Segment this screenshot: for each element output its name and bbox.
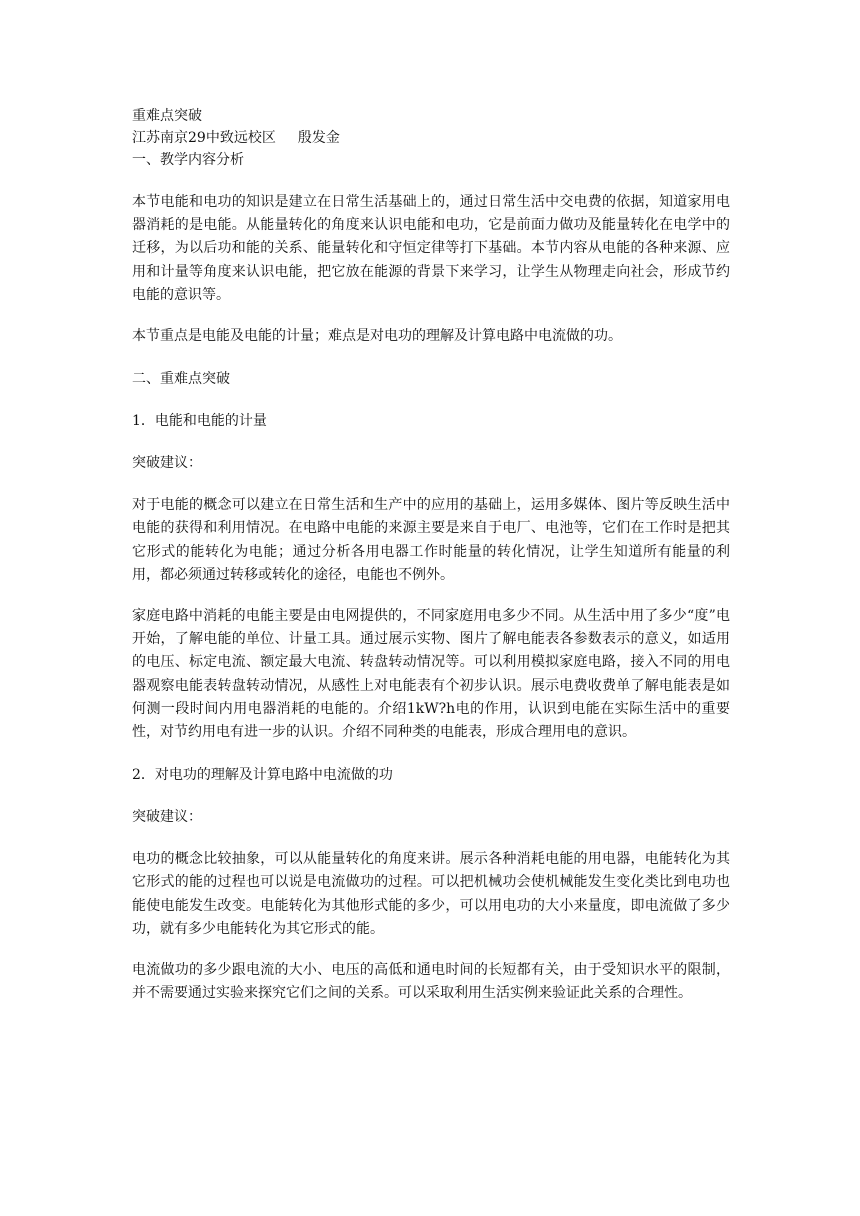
paragraph-content-analysis: 本节电能和电功的知识是建立在日常生活基础上的，通过日常生活中交电费的依据，知道家用电器消耗的是电能。从能量转化的角度来认识电能和电功，它是前面力做功及能量转化在电学中的迁移，为以后功和能的关系、能量转化和守恒定律等打下基础。本节内容从电能的各种来源、应用和计量等角度来认识电能，把它放在能源的背景下来学习，让学生从物理走向社会，形成节约电能的意识等。 (132, 194, 730, 303)
suggestion-label-2: 突破建议： (132, 809, 202, 826)
author-line (132, 127, 730, 149)
paragraph-work-factors: 电流做功的多少跟电流的大小、电压的高低和通电时间的长短都有关，由于受知识水平的限制，并不需要通过实验来探究它们之间的关系。可以采取利用生活实例来验证此关系的合理性。 (132, 962, 730, 1002)
school-name: 江苏南京29中致远校区 (132, 130, 276, 146)
section-heading-content-analysis: 一、教学内容分析 (132, 152, 244, 168)
paragraph-energy-concept: 对于电能的概念可以建立在日常生活和生产中的应用的基础上，运用多媒体、图片等反映生活中电能的获得和利用情况。在电路中电能的来源主要是来自于电厂、电池等，它们在工作时是把其它形式的能转化为电能；通过分析各用电器工作时能量的转化情况，让学生知道所有能量的利用，都必须通过转移或转化的途径，电能也不例外。 (132, 497, 730, 583)
subheading-electric-work: 2．对电功的理解及计算电路中电流做的功 (132, 767, 393, 784)
document-body (132, 105, 730, 1005)
author-name: 殷发金 (297, 130, 340, 146)
subheading-energy-metering: 1．电能和电能的计量 (132, 413, 267, 430)
paragraph-household-circuit: 家庭电路中消耗的电能主要是由电网提供的，不同家庭用电多少不同。从生活中用了多少“度”电开始，了解电能的单位、计量工具。通过展示实物、图片了解电能表各参数表示的意义，如适用的电压、标定电流、额定最大电流、转盘转动情况等。可以利用模拟家庭电路，接入不同的用电器观察电能表转盘转动情况，从感性上对电能表有个初步认识。展示电费收费单了解电能表是如何测一段时间内用电器消耗的电能的。介绍1kW?h电的作用，认识到电能在实际生活中的重要性，对节约用电有进一步的认识。介绍不同种类的电能表，形成合理用电的意识。 (132, 608, 730, 741)
paragraph-key-points: 本节重点是电能及电能的计量；难点是对电功的理解及计算电路中电流做的功。 (132, 328, 622, 345)
doc-title: 重难点突破 (132, 108, 202, 124)
suggestion-label-1: 突破建议： (132, 455, 202, 472)
paragraph-work-concept: 电功的概念比较抽象，可以从能量转化的角度来讲。展示各种消耗电能的用电器，电能转化为其它形式的能的过程也可以说是电流做功的过程。可以把机械功会使机械能发生变化类比到电功也能使电能发生改变。电能转化为其他形式能的多少，可以用电功的大小来量度，即电流做了多少功，就有多少电能转化为其它形式的能。 (132, 851, 730, 937)
section-heading-breakthrough: 二、重难点突破 (132, 371, 230, 388)
